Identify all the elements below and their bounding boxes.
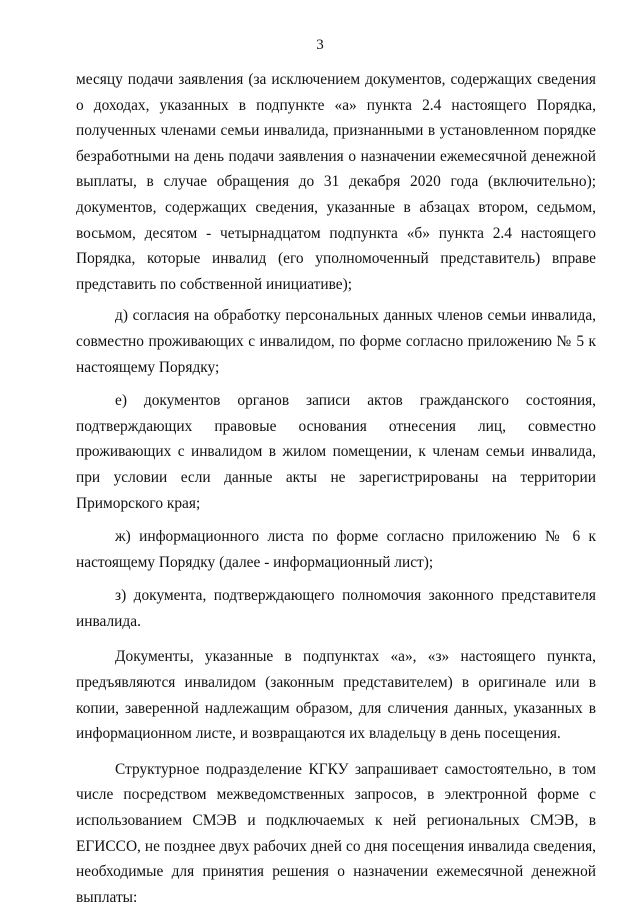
- paragraph-item-e: е) документов органов записи актов гражданского состояния, подтверждающих правовые основания отнесения лиц, совместно проживающих с инвалидом в жилом помещении, к членам семьи инвалида, при условии если данные акты не зарегистрированы на территории Приморского края;: [76, 392, 596, 512]
- paragraph-item-z: з) документа, подтверждающего полномочия законного представителя инвалида.: [76, 587, 596, 630]
- paragraph-item-d: д) согласия на обработку персональных данных членов семьи инвалида, совместно проживающих с инвалидом, по форме согласно приложению № 5 к настоящему Порядку;: [76, 307, 596, 376]
- document-body: [76, 67, 596, 910]
- paragraph-continuation: месяцу подачи заявления (за исключением документов, содержащих сведения о доходах, указанных в подпункте «а» пункта 2.4 настоящего Порядка, полученных членами семьи инвалида, признанными в установленном порядке безработными на день подачи заявления о назначении ежемесячной денежной выплаты, в случае обращения до 31 декабря 2020 года (включительно); документов, содержащих сведения, указанные в абзацах втором, седьмом, восьмом, десятом - четырнадцатом подпункта «б» пункта 2.4 настоящего Порядка, которые инвалид (его уполномоченный представитель) вправе представить по собственной инициативе);: [76, 71, 596, 293]
- paragraph-documents-presented: Документы, указанные в подпунктах «а», «з» настоящего пункта, предъявляются инвалидом (законным представителем) в оригинале или в копии, заверенной надлежащим образом, для сличения данных, указанных в информационном листе, и возвращаются их владельцу в день посещения.: [76, 648, 596, 743]
- paragraph-structural-unit: Структурное подразделение КГКУ запрашивает самостоятельно, в том числе посредством межведомственных запросов, в электронной форме с использованием СМЭВ и подключаемых к ней региональных СМЭВ, в ЕГИССО, не позднее двух рабочих дней со дня посещения инвалида сведения, необходимые для принятия решения о назначении ежемесячной денежной выплаты:: [76, 760, 596, 906]
- page-number: 3: [316, 37, 324, 53]
- paragraph-item-zh: ж) информационного листа по форме согласно приложению № 6 к настоящему Порядку (далее - информационный лист);: [76, 528, 596, 571]
